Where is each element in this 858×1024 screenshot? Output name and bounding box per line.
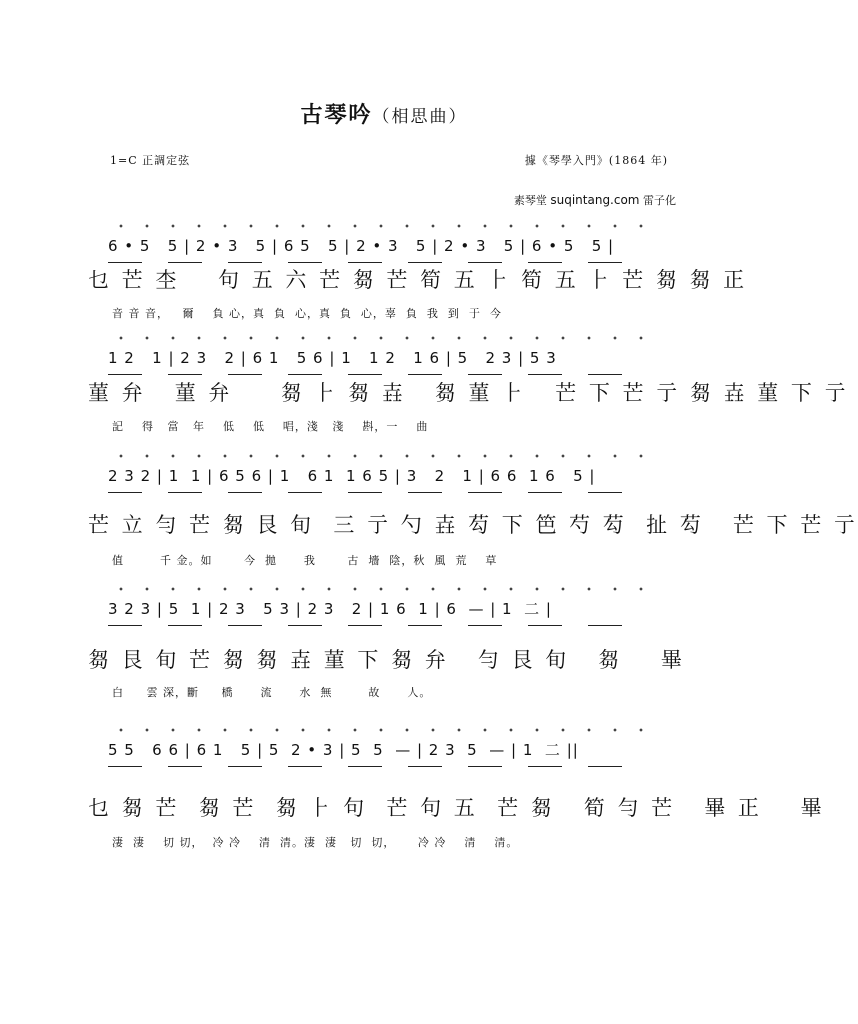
credit-url: suqintang.com [550, 193, 640, 207]
jianzipu-line: 芒 立 勻 芒 芻 艮 旬 三 亍 勺 壵 芶 下 笆 芍 芶 扯 芶 芒 下 芒 亍 [88, 513, 858, 537]
tuning-label: 1=C 正調定弦 [110, 154, 191, 167]
lyrics-line: 記 得 當 年 低 低 唱，淺 淺 斟，一 曲 [112, 420, 429, 433]
numbered-notation-line: 6 • 5 5 | 2 • 3 5 | 6 5 5 | 2 • 3 5 | 2 • 3 5 | 6 • 5 5 | [108, 233, 648, 259]
source-label: 據《琴學入門》(1864 年) [524, 154, 668, 167]
jianzipu-line: 乜 芒 杢 句 五 六 芒 芻 芒 筍 五 ⺊ 筍 五 ⺊ 芒 芻 芻 正 [88, 268, 748, 292]
lyrics-line: 淒 淒 切 切， 冷 冷 清 清。淒 淒 切 切， 冷 冷 清 清。 [112, 836, 519, 849]
page-subtitle: （相思曲） [372, 107, 468, 127]
numbered-notation-line: 1 2 1 | 2 3 2 | 6 1 5 6 | 1 1 2 1 6 | 5 2 3 | 5 3 [108, 345, 648, 371]
lyrics-line: 音 音 音， 爾 負 心，真 負 心，真 負 心，辜 負 我 到 于 今 [112, 307, 502, 320]
jianzipu-line: 芻 艮 旬 芒 芻 芻 壵 菫 下 芻 弁 勻 艮 旬 芻 畢 [88, 648, 685, 672]
credit-line [514, 192, 676, 208]
credit-prefix: 素琴堂 [513, 194, 547, 207]
numbered-notation-line: 5 5 6 6 | 6 1 5 | 5 2 • 3 | 5 5 — | 2 3 5 — | 1 二 || [108, 737, 648, 763]
jianzipu-line: 乜 芻 芒 芻 芒 芻 ⺊ 句 芒 句 五 芒 芻 筍 勻 芒 畢 正 畢 [88, 796, 825, 820]
page-title: 古琴吟 [300, 102, 373, 128]
title-block [0, 98, 768, 129]
lyrics-line: 值 千 金。如 今 拋 我 古 墻 陰，秋 風 荒 草 [112, 554, 498, 567]
numbered-notation-line: 3 2 3 | 5 1 | 2 3 5 3 | 2 3 2 | 1 6 1 | 6 — | 1 二 | [108, 596, 648, 622]
lyrics-line: 白 雲 深，斷 橋 流 水 無 故 人。 [112, 686, 432, 699]
credit-suffix: 雷子化 [643, 194, 676, 207]
numbered-notation-line: 2 3 2 | 1 1 | 6 5 6 | 1 6 1 1 6 5 | 3 2 1 | 6 6 1 6 5 | [108, 463, 648, 489]
jianzipu-line: 菫 弁 菫 弁 芻 ⺊ 芻 壵 芻 菫 ⺊ 芒 下 芒 亍 芻 壵 菫 下 亍 [88, 381, 849, 405]
